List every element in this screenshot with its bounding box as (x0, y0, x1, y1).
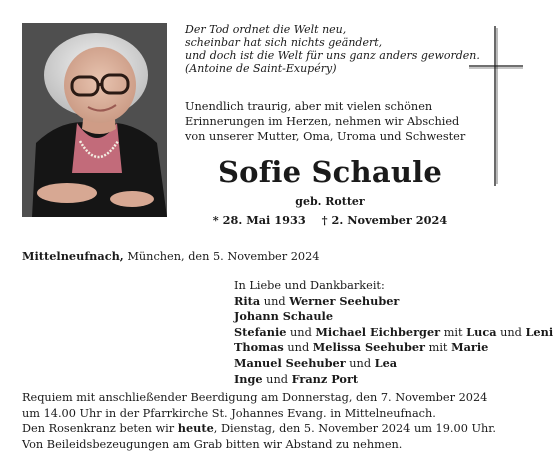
rosary-text: Den Rosenkranz beten wir (22, 422, 178, 436)
family-row (234, 325, 553, 341)
death-date: † 2. November 2024 (321, 213, 448, 227)
family-conjunction: und (283, 341, 313, 355)
family-member: Leni (525, 324, 553, 339)
family-conjunction: und (496, 325, 526, 339)
family-conjunction: und (345, 356, 375, 370)
place-rest: München, den 5. November 2024 (123, 250, 320, 263)
family-conjunction: und (262, 372, 292, 386)
rosary-line (22, 421, 496, 437)
condolence-line: Von Beileidsbezeugungen am Grab bitten wir Abstand zu nehmen. (22, 437, 403, 451)
service-notes (22, 390, 496, 452)
quote (185, 23, 480, 75)
quote-line: Der Tod ordnet die Welt neu, (185, 23, 347, 36)
deceased-name: Sofie Schaule (218, 155, 442, 189)
portrait-photo (22, 23, 167, 217)
family-conjunction: und (286, 325, 316, 339)
requiem-line: Requiem mit anschließender Beerdigung am Donnerstag, den 7. November 2024 (22, 391, 488, 404)
family-row (234, 309, 553, 325)
family-conjunction: mit (425, 341, 452, 355)
life-dates (185, 213, 475, 227)
family-member: Johann Schaule (234, 309, 334, 324)
family-member: Manuel Seehuber (234, 355, 346, 370)
quote-line: scheinbar hat sich nichts geändert, (185, 36, 383, 49)
rosary-today: heute (177, 421, 214, 436)
family-conjunction: und (260, 294, 290, 308)
family-row (234, 356, 553, 372)
family-member: Marie (451, 340, 489, 355)
requiem-line: um 14.00 Uhr in der Pfarrkirche St. Johannes Evang. in Mittelneufnach. (22, 406, 436, 420)
family-member: Lea (374, 355, 398, 370)
family-heading: In Liebe und Dankbarkeit: (234, 279, 385, 292)
intro-text (185, 99, 475, 144)
place-date (22, 249, 319, 263)
family-row (234, 294, 553, 310)
family-member: Inge (234, 371, 263, 386)
intro-line: von unserer Mutter, Oma, Uroma und Schwester (185, 130, 466, 143)
quote-line: und doch ist die Welt für uns ganz anders geworden. (185, 49, 480, 62)
quote-author: (Antoine de Saint-Exupéry) (185, 62, 337, 75)
place-town: Mittelneufnach, (22, 249, 124, 263)
family-conjunction: mit (440, 325, 467, 339)
family-member: Michael Eichberger (315, 324, 441, 339)
maiden-name: geb. Rotter (295, 195, 365, 208)
family-member: Thomas (234, 340, 284, 355)
family-row (234, 340, 553, 356)
rosary-text: , Dienstag, den 5. November 2024 um 19.00 Uhr. (213, 422, 497, 436)
family-member: Franz Port (291, 371, 359, 386)
family-list (234, 279, 553, 387)
intro-line: Unendlich traurig, aber mit vielen schönen (185, 100, 433, 113)
birth-date: * 28. Mai 1933 (212, 213, 306, 227)
family-member: Melissa Seehuber (312, 340, 426, 355)
family-member: Stefanie (234, 324, 287, 339)
family-member: Luca (466, 324, 497, 339)
intro-line: Erinnerungen im Herzen, nehmen wir Abschied (185, 115, 460, 128)
family-row (234, 372, 553, 388)
family-member: Werner Seehuber (289, 293, 400, 308)
family-member: Rita (234, 293, 261, 308)
